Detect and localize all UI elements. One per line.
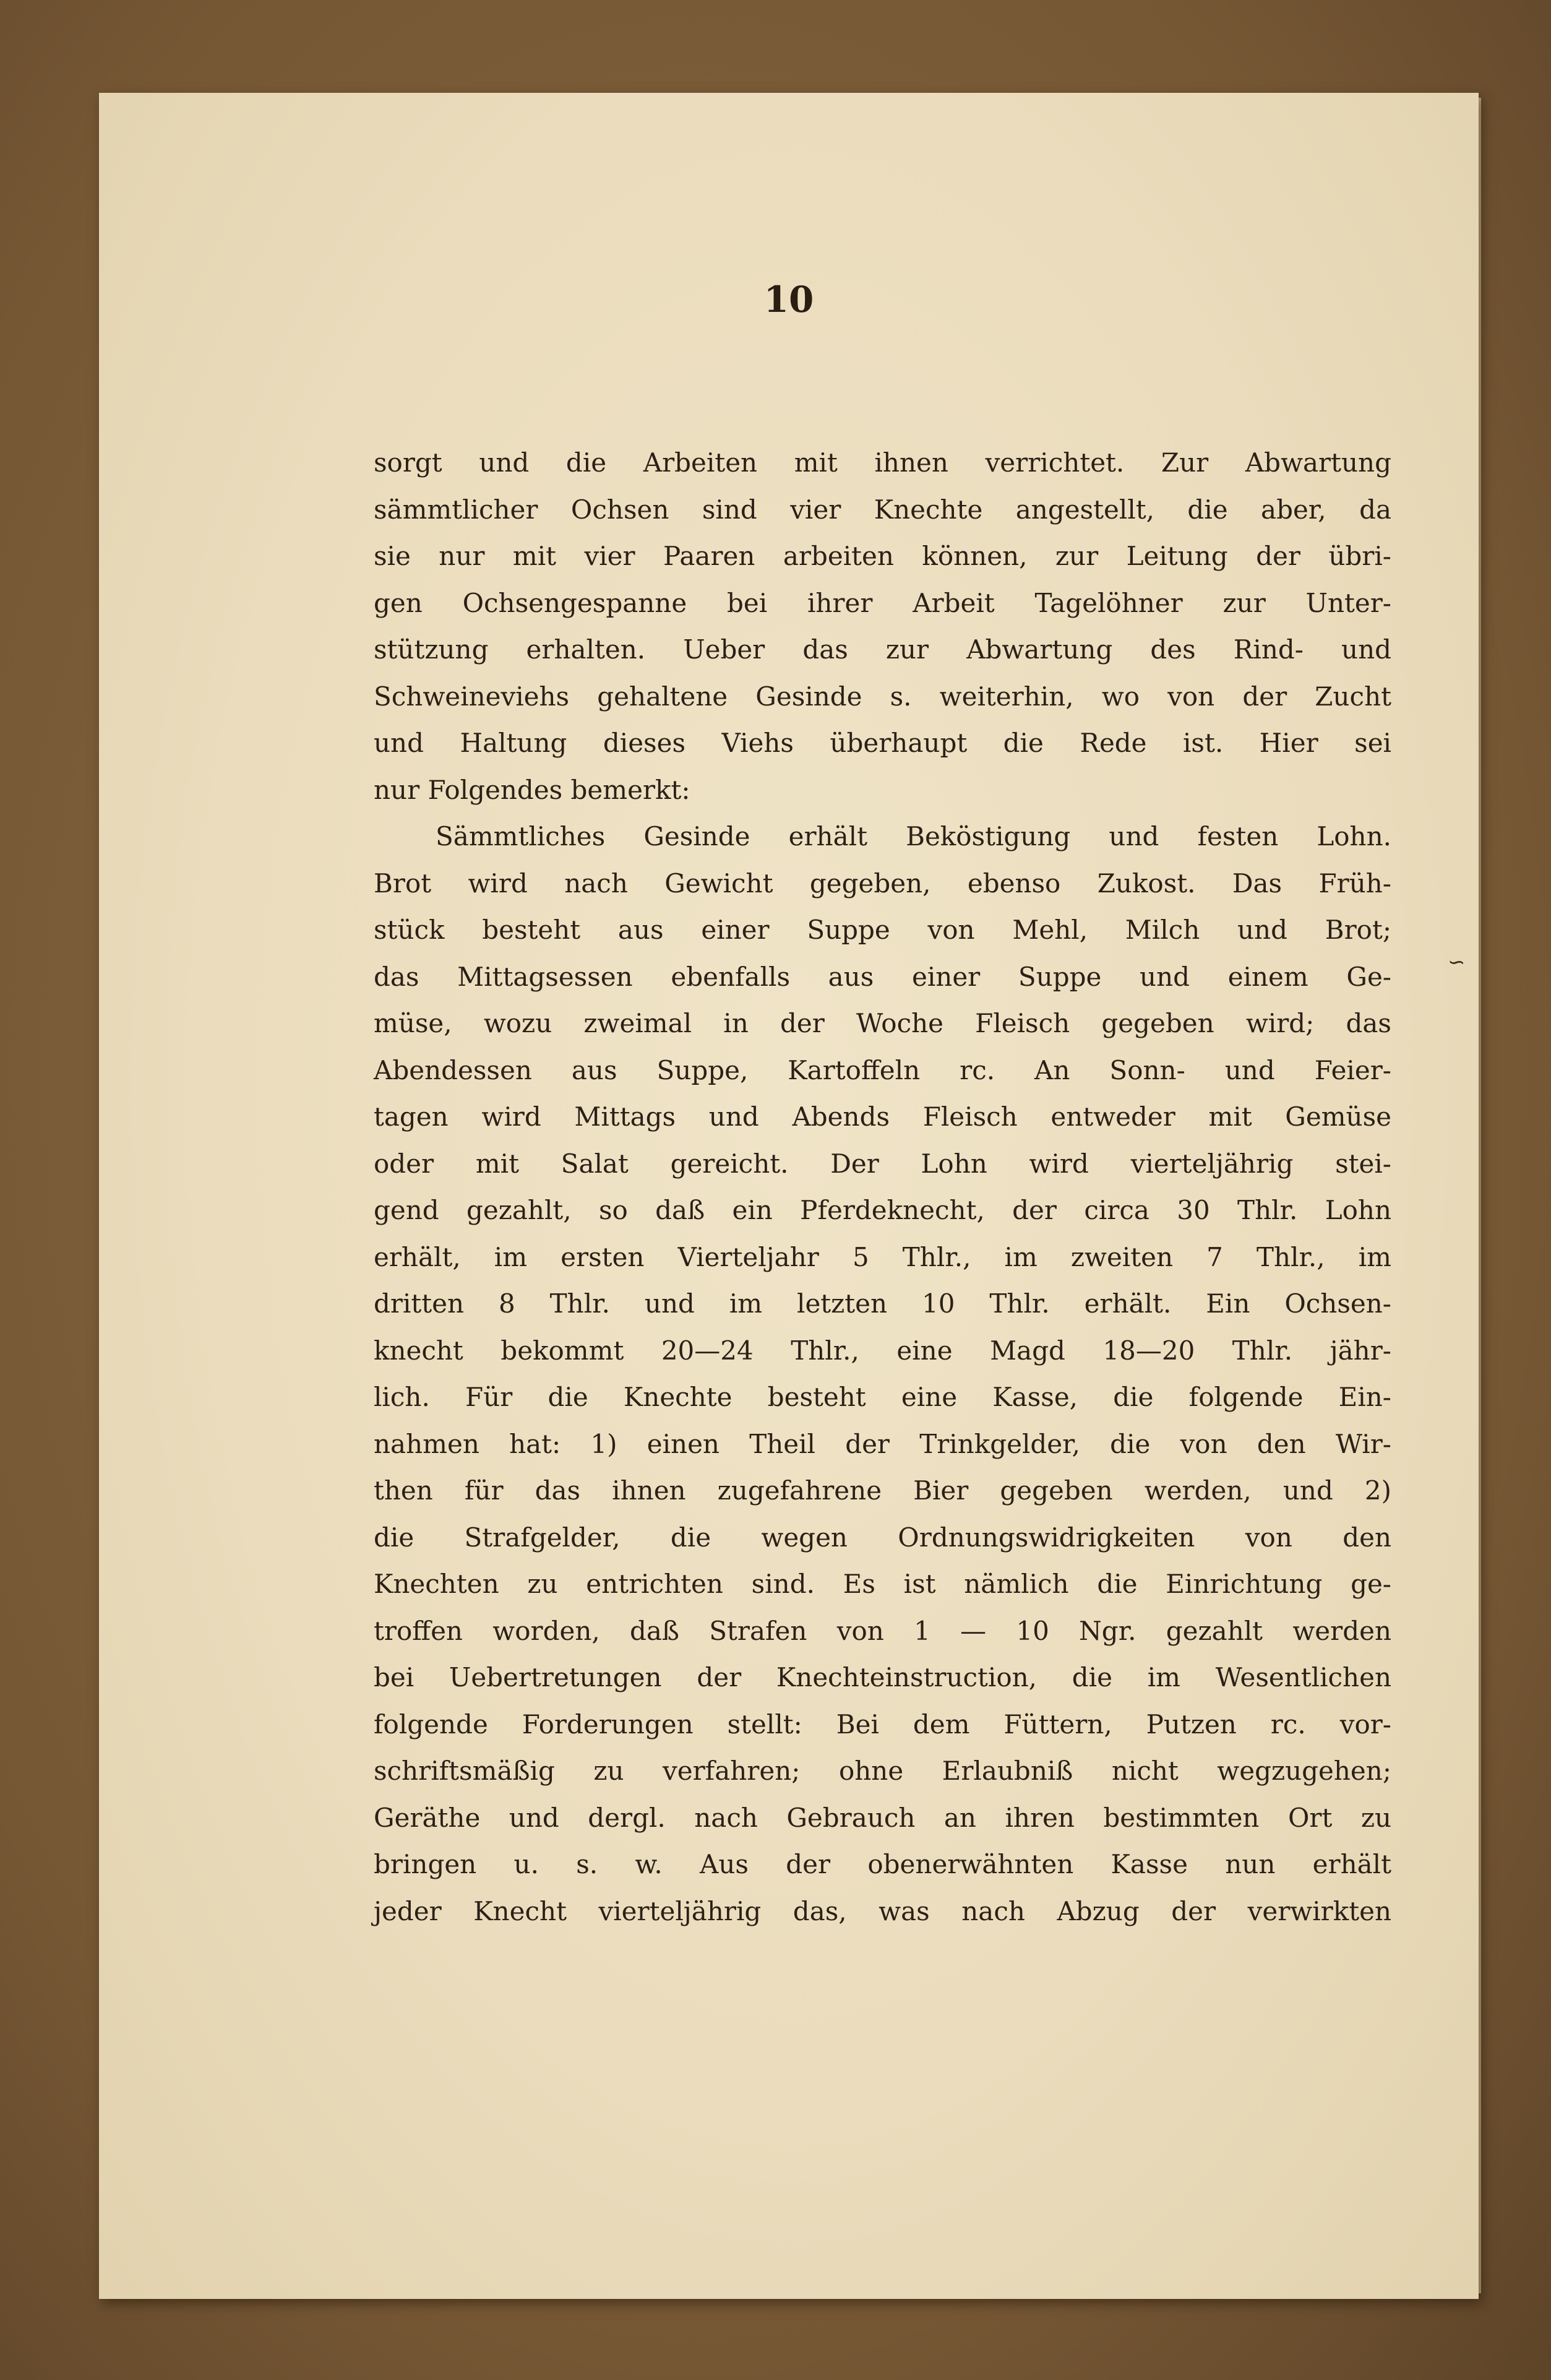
text-line: sorgt und die Arbeiten mit ihnen verrichtet. Zur Abwartung	[374, 447, 1391, 478]
text-line: knecht bekommt 20—24 Thlr., eine Magd 18—20 Thlr. jähr-	[374, 1335, 1391, 1366]
margin-mark-icon: ∽	[1448, 950, 1466, 975]
text-line: bringen u. s. w. Aus der obenerwähnten Kasse nun erhält	[374, 1849, 1391, 1879]
text-line: folgende Forderungen stellt: Bei dem Füttern, Putzen rc. vor-	[374, 1709, 1391, 1740]
text-line: tagen wird Mittags und Abends Fleisch entweder mit Gemüse	[374, 1102, 1391, 1132]
text-line: Brot wird nach Gewicht gegeben, ebenso Zukost. Das Früh-	[374, 868, 1391, 899]
text-line: nur Folgendes bemerkt:	[374, 774, 690, 805]
text-line: und Haltung dieses Viehs überhaupt die Rede ist. Hier sei	[374, 728, 1391, 758]
text-line: das Mittagsessen ebenfalls aus einer Suppe und einem Ge-	[374, 961, 1391, 992]
text-line: sämmtlicher Ochsen sind vier Knechte angestellt, die aber, da	[374, 494, 1391, 525]
text-line: stützung erhalten. Ueber das zur Abwartung des Rind- und	[374, 634, 1391, 665]
text-line: gend gezahlt, so daß ein Pferdeknecht, der circa 30 Thlr. Lohn	[374, 1195, 1391, 1225]
text-line: Geräthe und dergl. nach Gebrauch an ihren bestimmten Ort zu	[374, 1802, 1391, 1833]
text-line: Abendessen aus Suppe, Kartoffeln rc. An Sonn- und Feier-	[374, 1054, 1391, 1085]
text-line: die Strafgelder, die wegen Ordnungswidrigkeiten von den	[374, 1522, 1391, 1553]
text-line: jeder Knecht vierteljährig das, was nach Abzug der verwirkten	[374, 1895, 1391, 1926]
text-line: gen Ochsengespanne bei ihrer Arbeit Tagelöhner zur Unter-	[374, 587, 1391, 618]
text-line: oder mit Salat gereicht. Der Lohn wird vierteljährig stei-	[374, 1148, 1391, 1179]
body-text	[374, 439, 1391, 1934]
book-page	[99, 93, 1479, 2299]
text-line: nahmen hat: 1) einen Theil der Trinkgelder, die von den Wir-	[374, 1428, 1391, 1459]
text-line: Schweineviehs gehaltene Gesinde s. weiterhin, wo von der Zucht	[374, 681, 1391, 712]
text-line: müse, wozu zweimal in der Woche Fleisch gegeben wird; das	[374, 1008, 1391, 1038]
text-line: lich. Für die Knechte besteht eine Kasse, die folgende Ein-	[374, 1382, 1391, 1412]
text-line: Sämmtliches Gesinde erhält Beköstigung und festen Lohn.	[436, 821, 1391, 852]
text-line: dritten 8 Thlr. und im letzten 10 Thlr. erhält. Ein Ochsen-	[374, 1288, 1391, 1319]
text-line: bei Uebertretungen der Knechteinstruction, die im Wesentlichen	[374, 1662, 1391, 1692]
text-line: schriftsmäßig zu verfahren; ohne Erlaubniß nicht wegzugehen;	[374, 1756, 1391, 1786]
text-line: erhält, im ersten Vierteljahr 5 Thlr., im zweiten 7 Thlr., im	[374, 1241, 1391, 1272]
text-line: troffen worden, daß Strafen von 1 — 10 Ngr. gezahlt werden	[374, 1615, 1391, 1646]
text-line: Knechten zu entrichten sind. Es ist nämlich die Einrichtung ge-	[374, 1569, 1391, 1599]
text-line: sie nur mit vier Paaren arbeiten können, zur Leitung der übri-	[374, 541, 1391, 571]
page-number: 10	[763, 278, 814, 321]
text-line: then für das ihnen zugefahrene Bier gegeben werden, und 2)	[374, 1475, 1391, 1506]
text-line: stück besteht aus einer Suppe von Mehl, Milch und Brot;	[374, 915, 1391, 945]
